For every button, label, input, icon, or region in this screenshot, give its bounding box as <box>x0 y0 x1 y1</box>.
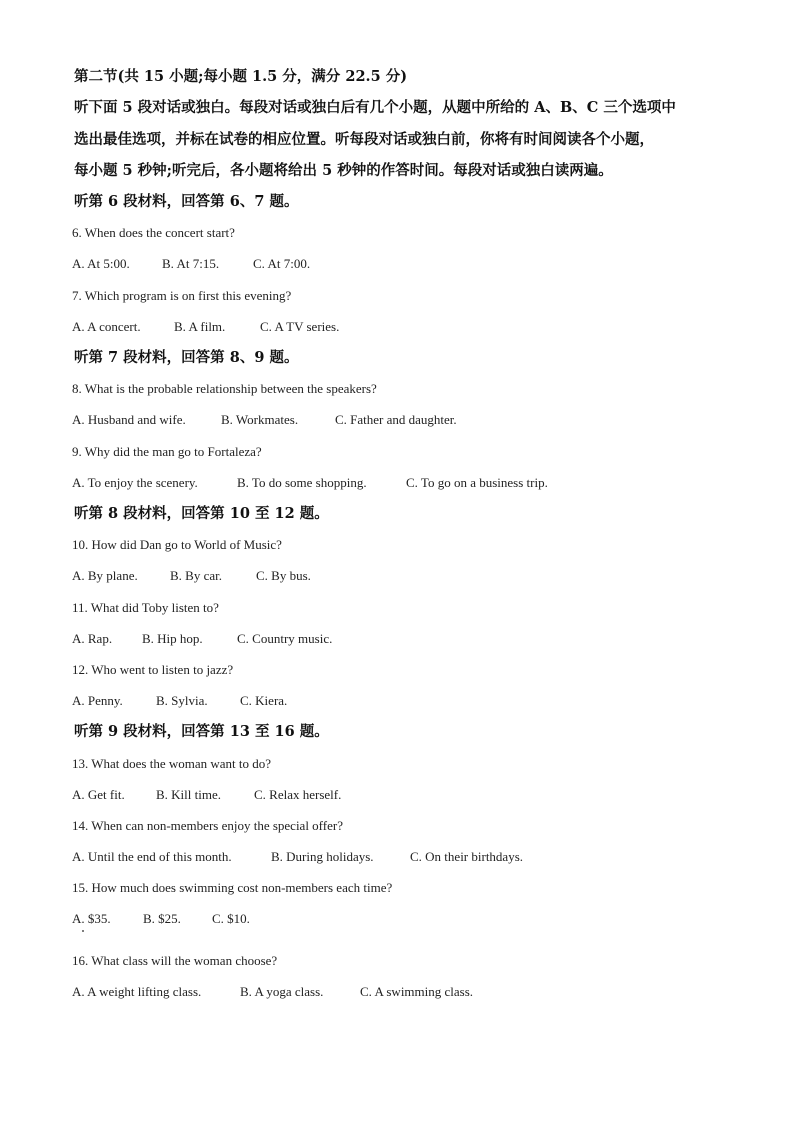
instructions-line-2: 选出最佳选项，并标在试卷的相应位置。听每段对话或独白前，你将有时间阅读各个小题， <box>74 131 654 148</box>
option-14-c: C. On their birthdays. <box>410 849 524 864</box>
option-9-b: B. To do some shopping. <box>237 475 367 490</box>
option-11-b: B. Hip hop. <box>142 631 203 646</box>
option-8-b: B. Workmates. <box>221 412 299 427</box>
instructions-line-1: 听下面 5 段对话或独白。每段对话或独白后有几个小题，从题中所给的 A、B、C 三个选项中 <box>74 99 676 116</box>
group-heading-8: 听第 8 段材料，回答第 10 至 12 题。 <box>74 505 329 522</box>
question-15: 15. How much does swimming cost non-members each time? <box>72 880 393 895</box>
option-14-b: B. During holidays. <box>271 849 374 864</box>
option-11-c: C. Country music. <box>237 631 333 646</box>
option-8-a: A. Husband and wife. <box>72 412 186 427</box>
question-14: 14. When can non-members enjoy the special offer? <box>72 818 343 833</box>
question-8: 8. What is the probable relationship between the speakers? <box>72 381 377 396</box>
option-6-a: A. At 5:00. <box>72 256 130 271</box>
option-15-a: A. $35. <box>72 911 111 926</box>
section-header: 第二节(共 15 小题;每小题 1.5 分，满分 22.5 分) <box>74 68 408 85</box>
question-6: 6. When does the concert start? <box>72 225 235 240</box>
option-16-c: C. A swimming class. <box>360 984 474 999</box>
option-12-b: B. Sylvia. <box>156 693 208 708</box>
question-12: 12. Who went to listen to jazz? <box>72 662 234 677</box>
option-13-c: C. Relax herself. <box>254 787 342 802</box>
question-10: 10. How did Dan go to World of Music? <box>72 537 282 552</box>
option-7-a: A. A concert. <box>72 319 141 334</box>
option-10-c: C. By bus. <box>256 568 311 583</box>
option-13-a: A. Get fit. <box>72 787 125 802</box>
option-6-b: B. At 7:15. <box>162 256 220 271</box>
option-12-c: C. Kiera. <box>240 693 288 708</box>
option-12-a: A. Penny. <box>72 693 123 708</box>
option-16-b: B. A yoga class. <box>240 984 324 999</box>
option-11-a: A. Rap. <box>72 631 113 646</box>
option-7-c: C. A TV series. <box>260 319 340 334</box>
option-6-c: C. At 7:00. <box>253 256 311 271</box>
instructions-line-3: 每小题 5 秒钟;听完后，各小题将给出 5 秒钟的作答时间。每段对话或独白读两遍。 <box>74 162 613 179</box>
group-heading-6: 听第 6 段材料，回答第 6、7 题。 <box>74 193 299 210</box>
option-15-c: C. $10. <box>212 911 250 926</box>
group-heading-7: 听第 7 段材料，回答第 8、9 题。 <box>74 349 299 366</box>
question-11: 11. What did Toby listen to? <box>72 600 219 615</box>
option-9-c: C. To go on a business trip. <box>406 475 548 490</box>
stray-mark <box>82 930 84 932</box>
option-7-b: B. A film. <box>174 319 226 334</box>
option-14-a: A. Until the end of this month. <box>72 849 232 864</box>
question-16: 16. What class will the woman choose? <box>72 953 278 968</box>
question-13: 13. What does the woman want to do? <box>72 756 272 771</box>
question-9: 9. Why did the man go to Fortaleza? <box>72 444 262 459</box>
group-heading-9: 听第 9 段材料，回答第 13 至 16 题。 <box>74 723 329 740</box>
option-9-a: A. To enjoy the scenery. <box>72 475 198 490</box>
question-7: 7. Which program is on first this evening? <box>72 288 292 303</box>
option-13-b: B. Kill time. <box>156 787 221 802</box>
option-10-b: B. By car. <box>170 568 222 583</box>
option-10-a: A. By plane. <box>72 568 138 583</box>
option-8-c: C. Father and daughter. <box>335 412 457 427</box>
option-16-a: A. A weight lifting class. <box>72 984 202 999</box>
option-15-b: B. $25. <box>143 911 181 926</box>
